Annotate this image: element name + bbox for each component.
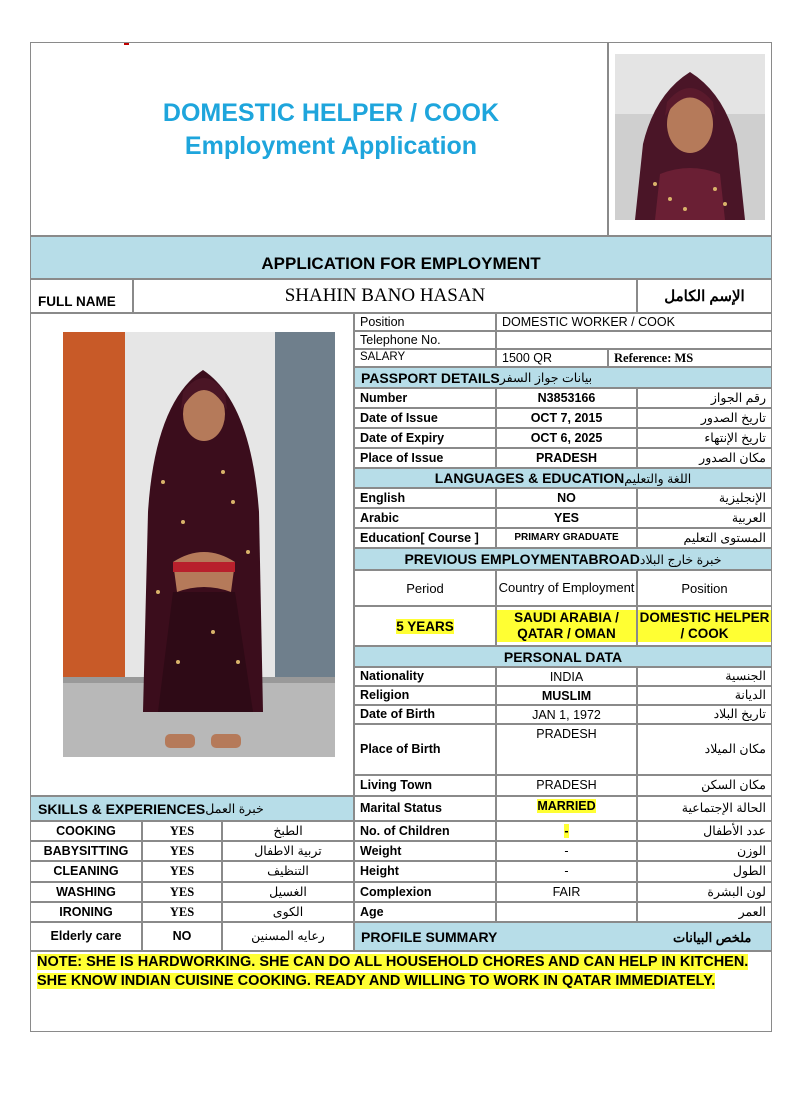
personal-row-value: JAN 1, 1972 (532, 708, 601, 722)
languages-title-ar: اللغة والتعليم (624, 471, 692, 486)
passport-row-value: N3853166 (496, 388, 637, 408)
language-row-value: PRIMARY GRADUATE (496, 528, 637, 548)
title-line2: Employment Application (184, 132, 478, 160)
personal-row-value: FAIR (552, 885, 581, 899)
skill-value: YES (142, 902, 222, 922)
personal-row-label: Nationality (354, 667, 496, 686)
prev-position-value: DOMESTIC HELPER / COOK (639, 609, 770, 641)
skill-value: NO (142, 922, 222, 951)
languages-header (354, 468, 772, 488)
language-row-label-ar: المستوى التعليم (637, 528, 772, 548)
skill-name-ar: رعايه المسنين (222, 922, 354, 951)
personal-row-value-cell (496, 724, 637, 775)
full-name-label: FULL NAME (30, 279, 133, 313)
personal-row-value: - (564, 824, 569, 838)
position-cell (637, 606, 772, 646)
personal-row-value-cell (496, 686, 637, 705)
profile-title-ar: ملخص البيانات (673, 930, 752, 945)
position-label: Position (354, 313, 496, 331)
passport-row-label: Date of Issue (354, 408, 496, 428)
personal-row-label-ar: عدد الأطفال (637, 821, 772, 841)
passport-row-label-ar: تاريخ الصدور (637, 408, 772, 428)
personal-row-value: PRADESH (536, 778, 597, 792)
personal-row-value-cell (496, 902, 637, 922)
personal-row-value: MUSLIM (541, 689, 592, 703)
language-row-value: NO (496, 488, 637, 508)
skill-name: WASHING (30, 882, 142, 902)
personal-row-label: Religion (354, 686, 496, 705)
country-value: SAUDI ARABIA / QATAR / OMAN (497, 610, 636, 642)
period-cell (354, 606, 496, 646)
personal-row-value-cell (496, 796, 637, 821)
application-banner (30, 236, 772, 279)
personal-header (354, 646, 772, 667)
skill-value: YES (142, 861, 222, 882)
language-row-label: Education[ Course ] (354, 528, 496, 548)
full-body-photo (63, 332, 335, 757)
salary-value: 1500 QR (496, 349, 608, 367)
header-box (30, 42, 608, 236)
passport-title: PASSPORT DETAILS (361, 369, 500, 386)
col-position: Position (637, 570, 772, 606)
previous-title: PREVIOUS EMPLOYMENTABROAD (404, 551, 640, 567)
skill-value: YES (142, 841, 222, 861)
passport-row-label-ar: تاريخ الإنتهاء (637, 428, 772, 448)
personal-row-value: - (564, 864, 569, 878)
skill-value: YES (142, 882, 222, 902)
photo-area (30, 313, 354, 796)
personal-row-label-ar: لون البشرة (637, 882, 772, 902)
personal-row-label: Height (354, 861, 496, 882)
skill-name: COOKING (30, 821, 142, 841)
skills-title: SKILLS & EXPERIENCES (38, 800, 206, 817)
languages-title: LANGUAGES & EDUCATION (434, 470, 625, 486)
language-row-label: Arabic (354, 508, 496, 528)
personal-row-value-cell (496, 841, 637, 861)
profile-title: PROFILE SUMMARY (361, 928, 498, 945)
skill-value: YES (142, 821, 222, 841)
title-line1: DOMESTIC HELPER / COOK (162, 99, 500, 127)
personal-row-value-cell (496, 667, 637, 686)
passport-row-value: OCT 7, 2015 (496, 408, 637, 428)
passport-title-ar: بيانات جواز السفر (499, 371, 593, 385)
personal-row-value: PRADESH (536, 727, 597, 741)
skills-title-ar: خبرة العمل (205, 802, 264, 816)
personal-row-label-ar: الحالة الإجتماعية (637, 796, 772, 821)
full-name-label-ar: الإسم الكامل (637, 279, 772, 313)
col-country: Country of Employment (496, 570, 637, 606)
skill-name-ar: الغسيل (222, 882, 354, 902)
passport-row-label: Place of Issue (354, 448, 496, 468)
personal-row-label-ar: الديانة (637, 686, 772, 705)
personal-row-label-ar: الوزن (637, 841, 772, 861)
skill-name-ar: الكوى (222, 902, 354, 922)
small-portrait-photo (615, 54, 765, 220)
personal-row-value-cell (496, 821, 637, 841)
personal-row-label: Marital Status (354, 796, 496, 821)
personal-title: PERSONAL DATA (503, 648, 623, 665)
language-row-value: YES (496, 508, 637, 528)
passport-row-value: PRADESH (496, 448, 637, 468)
personal-row-label-ar: مكان الميلاد (637, 724, 772, 775)
passport-row-label: Date of Expiry (354, 428, 496, 448)
skill-name: BABYSITTING (30, 841, 142, 861)
personal-row-value: MARRIED (537, 799, 596, 813)
skills-header (30, 796, 354, 821)
personal-row-value-cell (496, 882, 637, 902)
note-text: NOTE: SHE IS HARDWORKING. SHE CAN DO ALL HOUSEHOLD CHORES AND CAN HELP IN KITCHEN. SHE KNOW INDIAN CUISINE COOKING. READY AND WILLING TO WORK IN QATAR IMMEDIATELY. (37, 954, 749, 989)
personal-row-label: Living Town (354, 775, 496, 796)
personal-row-value-cell (496, 861, 637, 882)
personal-row-label-ar: الجنسية (637, 667, 772, 686)
personal-row-value: - (564, 844, 569, 858)
passport-row-label: Number (354, 388, 496, 408)
skill-name-ar: الطبخ (222, 821, 354, 841)
reference-label: Reference: MS (608, 349, 772, 367)
personal-row-label-ar: تاريخ البلاد (637, 705, 772, 724)
note-box (30, 951, 772, 1032)
previous-title-ar: خبرة خارج البلاد (639, 552, 722, 567)
skill-name: CLEANING (30, 861, 142, 882)
skill-name: Elderly care (30, 922, 142, 951)
skill-name-ar: التنظيف (222, 861, 354, 882)
skill-name: IRONING (30, 902, 142, 922)
period-value: 5 YEARS (396, 618, 454, 634)
language-row-label-ar: العربية (637, 508, 772, 528)
personal-row-label: Complexion (354, 882, 496, 902)
personal-row-label-ar: الطول (637, 861, 772, 882)
profile-header (354, 922, 772, 951)
passport-row-label-ar: رقم الجواز (637, 388, 772, 408)
personal-row-label: Date of Birth (354, 705, 496, 724)
col-period: Period (354, 570, 496, 606)
passport-header (354, 367, 772, 388)
personal-row-label: Age (354, 902, 496, 922)
personal-row-label: Weight (354, 841, 496, 861)
full-name-value: SHAHIN BANO HASAN (133, 279, 637, 313)
personal-row-label: No. of Children (354, 821, 496, 841)
personal-row-value-cell (496, 775, 637, 796)
telephone-value (496, 331, 772, 349)
small-photo-box (608, 42, 772, 236)
personal-row-value-cell (496, 705, 637, 724)
banner-label: APPLICATION FOR EMPLOYMENT (261, 254, 541, 273)
passport-row-value: OCT 6, 2025 (496, 428, 637, 448)
personal-row-label: Place of Birth (354, 724, 496, 775)
telephone-label: Telephone No. (354, 331, 496, 349)
position-value: DOMESTIC WORKER / COOK (496, 313, 772, 331)
previous-header (354, 548, 772, 570)
personal-row-label-ar: مكان السكن (637, 775, 772, 796)
language-row-label: English (354, 488, 496, 508)
passport-row-label-ar: مكان الصدور (637, 448, 772, 468)
personal-row-value: INDIA (549, 670, 584, 684)
language-row-label-ar: الإنجليزية (637, 488, 772, 508)
skill-name-ar: تربية الاطفال (222, 841, 354, 861)
salary-label: SALARY (354, 349, 496, 367)
personal-row-label-ar: العمر (637, 902, 772, 922)
country-cell (496, 606, 637, 646)
